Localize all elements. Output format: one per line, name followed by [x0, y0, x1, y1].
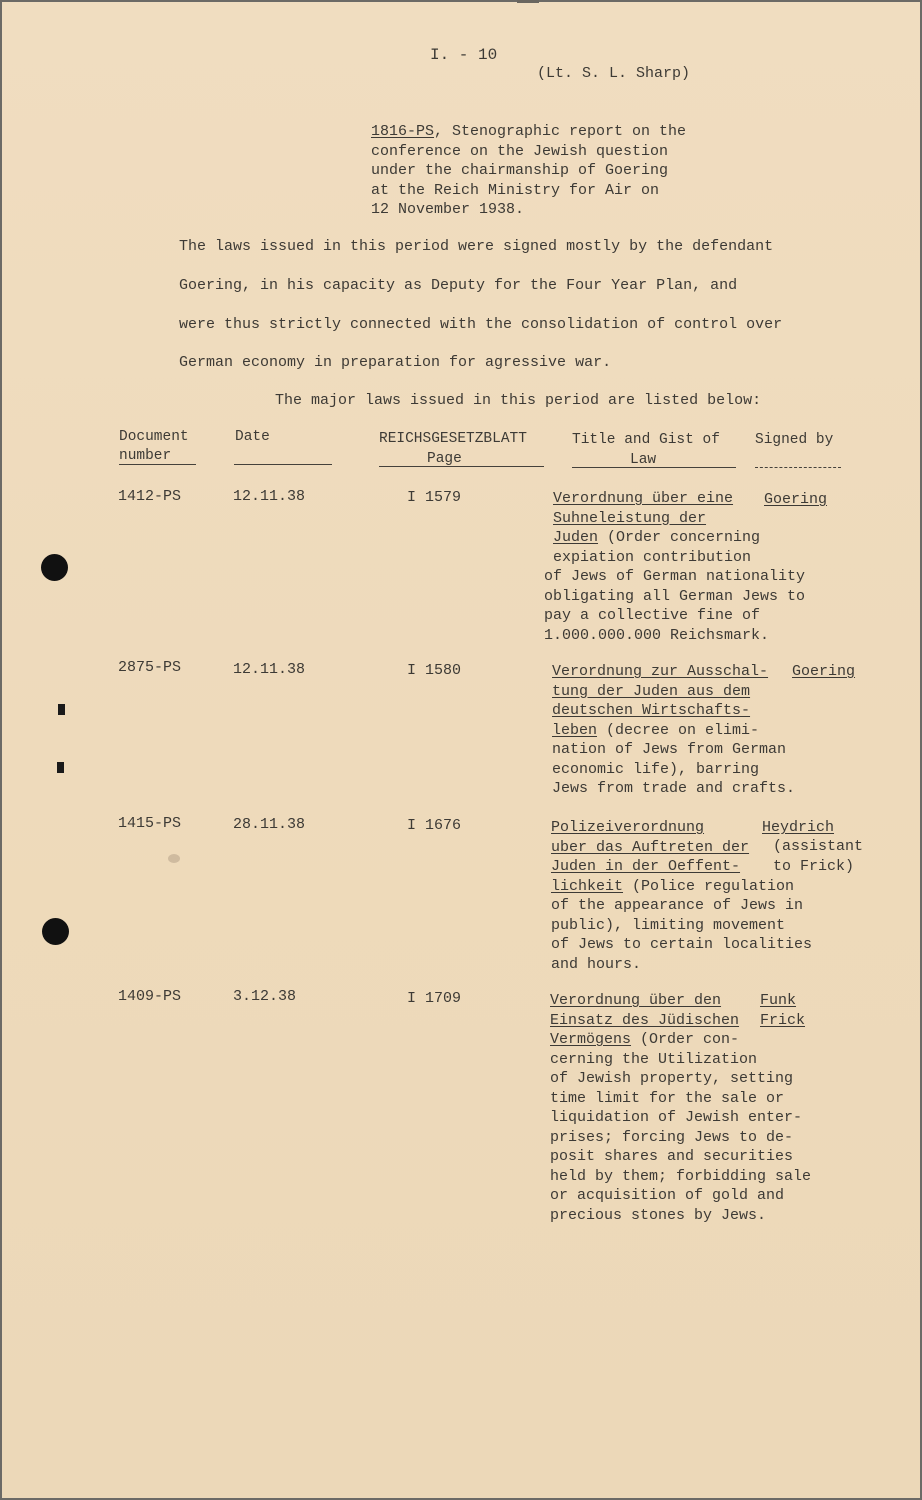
title-de-line: uber das Auftreten der — [551, 838, 750, 856]
title-de-line: Vermögens — [550, 1031, 632, 1048]
citation-line: , Stenographic report on the — [434, 123, 687, 140]
table-row-date: 12.11.38 — [233, 661, 306, 678]
header-law: Law — [630, 452, 657, 468]
signed-line: Funk — [760, 992, 797, 1009]
author-line: (Lt. S. L. Sharp) — [537, 65, 691, 82]
title-de-line: Juden in der Oeffent- — [551, 858, 741, 875]
gist-line: (decree on elimi- — [597, 721, 760, 739]
margin-mark — [57, 762, 64, 773]
intro-line: German economy in preparation for agressive war. — [179, 354, 612, 371]
gist-line: expiation contribution — [553, 548, 752, 566]
header-rule — [755, 467, 841, 468]
title-de-line: leben — [552, 721, 598, 739]
table-row-document: 1412-PS — [118, 488, 182, 505]
gist-line: and hours. — [551, 955, 642, 973]
gist-line: (Order con- — [631, 1031, 740, 1048]
title-de-line: Suhneleistung der — [553, 509, 707, 527]
staple-mark — [517, 0, 539, 3]
gist-line: held by them; forbidding sale — [550, 1167, 812, 1185]
table-row-document: 2875-PS — [118, 659, 182, 676]
title-de-line: Verordnung über den — [550, 992, 722, 1009]
header-signed: Signed by — [755, 432, 834, 448]
signed-line: Heydrich — [762, 819, 835, 836]
gist-line: Jews from trade and crafts. — [552, 780, 796, 797]
intro-line: Goering, in his capacity as Deputy for the Four Year Plan, and — [179, 277, 738, 294]
title-de-line: lichkeit — [551, 877, 624, 895]
intro-line: were thus strictly connected with the consolidation of control over — [179, 316, 783, 333]
header-rule — [379, 466, 544, 467]
citation-block — [371, 122, 686, 220]
gist-line: public), limiting movement — [551, 916, 786, 934]
margin-mark — [58, 704, 65, 715]
gist-line: 1.000.000.000 Reichsmark. — [544, 626, 770, 644]
citation-line: at the Reich Ministry for Air on — [371, 181, 660, 199]
header-date: Date — [235, 429, 270, 445]
citation-line: 12 November 1938. — [371, 201, 525, 218]
table-row-date: 12.11.38 — [233, 488, 306, 505]
header-document-line: number — [119, 448, 172, 464]
signed-line: (assistant — [773, 838, 864, 855]
table-row-signed — [792, 662, 855, 682]
listing-intro: The major laws issued in this period are listed below: — [275, 392, 762, 409]
header-rule — [119, 464, 196, 465]
punch-hole — [42, 918, 69, 945]
gist-line: posit shares and securities — [550, 1148, 794, 1165]
header-rule — [572, 467, 736, 468]
header-document-line: Document — [119, 429, 189, 445]
citation-line: under the chairmanship of Goering — [371, 162, 669, 179]
gist-line: prises; forcing Jews to de- — [550, 1128, 794, 1146]
signed-line: Frick — [760, 1011, 806, 1029]
gist-line: of the appearance of Jews in — [551, 897, 804, 914]
page-number: I. - 10 — [430, 46, 498, 64]
table-row-gist — [544, 567, 805, 645]
header-reichsgesetzblatt: REICHSGESETZBLATT — [379, 431, 527, 447]
gist-line: (Order concerning — [598, 529, 761, 546]
citation-line: conference on the Jewish question — [371, 142, 669, 160]
gist-line: liquidation of Jewish enter- — [550, 1109, 803, 1126]
signed-line: to Frick) — [773, 858, 855, 875]
gist-line: of Jews to certain localities — [551, 936, 813, 953]
signed-line: Goering — [764, 491, 828, 508]
title-de-line: Einsatz des Jüdischen — [550, 1011, 740, 1029]
table-row-title — [553, 489, 760, 567]
gist-line: or acquisition of gold and — [550, 1187, 785, 1204]
table-row-page: I 1709 — [407, 990, 462, 1007]
table-row-title — [552, 662, 795, 799]
title-de-line: deutschen Wirtschafts- — [552, 702, 751, 719]
paper-smudge — [168, 854, 180, 863]
gist-line: obligating all German Jews to — [544, 587, 806, 605]
table-row-document: 1409-PS — [118, 988, 182, 1005]
table-row-page: I 1676 — [407, 817, 462, 834]
table-row-page: I 1579 — [407, 489, 462, 506]
punch-hole — [41, 554, 68, 581]
gist-line: time limit for the sale or — [550, 1089, 785, 1107]
title-de-line: tung der Juden aus dem — [552, 682, 751, 700]
table-row-date: 3.12.38 — [233, 988, 297, 1005]
title-de-line: Polizeiverordnung — [551, 819, 705, 836]
header-rule — [234, 464, 332, 465]
gist-line: of Jewish property, setting — [550, 1070, 794, 1087]
table-row-signed-extra — [773, 857, 854, 877]
table-row-signed — [760, 991, 805, 1030]
gist-line: economic life), barring — [552, 760, 760, 778]
gist-line: pay a collective fine of — [544, 607, 761, 624]
title-de-line: Verordnung zur Ausschal- — [552, 663, 769, 680]
table-row-signed — [762, 818, 834, 838]
gist-line: cerning the Utilization — [550, 1050, 758, 1068]
table-row-page: I 1580 — [407, 662, 462, 679]
table-row-document: 1415-PS — [118, 815, 182, 832]
citation-doc-id: 1816-PS — [371, 123, 435, 140]
header-page: Page — [427, 451, 462, 467]
gist-line: nation of Jews from German — [552, 741, 787, 758]
table-row-date: 28.11.38 — [233, 816, 306, 833]
header-title: Title and Gist of — [572, 432, 720, 448]
table-row-signed-extra — [773, 837, 863, 857]
title-de-line: Verordnung über eine — [553, 490, 734, 507]
intro-line: The laws issued in this period were signed mostly by the defendant — [179, 238, 774, 255]
table-row-signed — [764, 490, 827, 510]
signed-line: Goering — [792, 663, 856, 680]
gist-line: of Jews of German nationality — [544, 568, 806, 585]
gist-line: precious stones by Jews. — [550, 1206, 767, 1224]
gist-line: (Police regulation — [623, 877, 795, 895]
header-document — [119, 428, 189, 466]
title-de-line: Juden — [553, 529, 599, 546]
